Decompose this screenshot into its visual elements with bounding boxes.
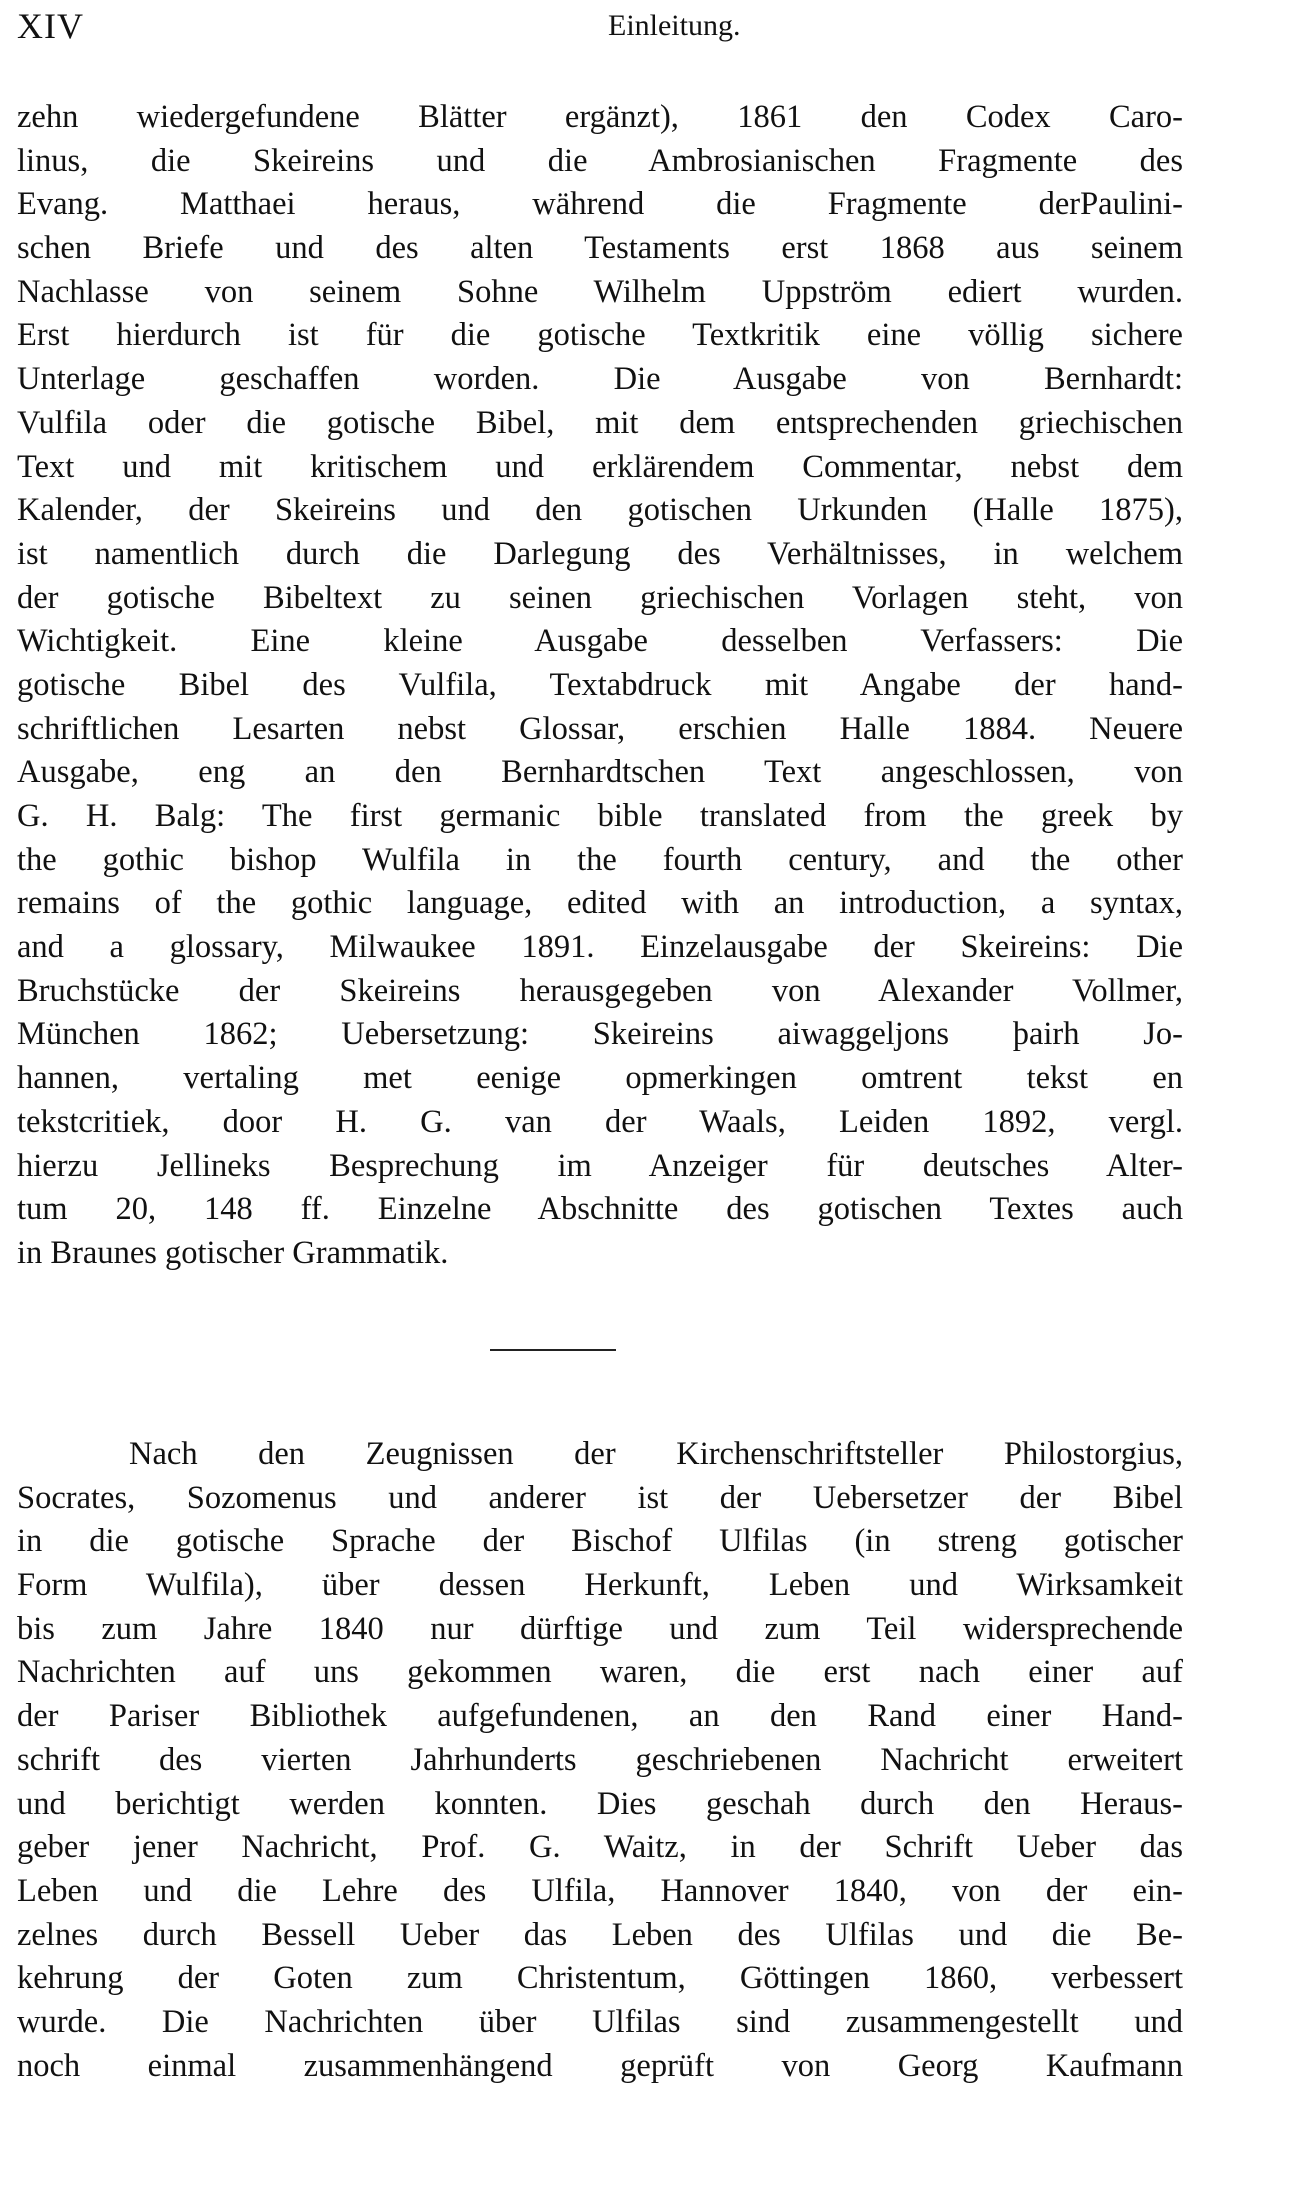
text-line: Kalender, der Skeireins und den gotischen Urkunden (Halle 1875),	[17, 492, 1183, 529]
text-line: Nachlasse von seinem Sohne Wilhelm Uppström ediert wurden.	[17, 273, 1183, 310]
text-line: schriftlichen Lesarten nebst Glossar, erschien Halle 1884. Neuere	[17, 710, 1183, 747]
text-line: noch einmal zusammenhängend geprüft von Georg Kaufmann	[17, 2047, 1183, 2084]
text-line: Text und mit kritischem und erklärendem Commentar, nebst dem	[17, 448, 1183, 485]
text-line: in Braunes gotischer Grammatik.	[17, 1234, 449, 1271]
text-line: hierzu Jellineks Besprechung im Anzeiger für deutsches Alter-	[17, 1147, 1183, 1184]
text-line: kehrung der Goten zum Christentum, Göttingen 1860, verbessert	[17, 1960, 1183, 1997]
text-line: Socrates, Sozomenus und anderer ist der Uebersetzer der Bibel	[17, 1479, 1183, 1516]
section-divider-rule	[490, 1349, 616, 1351]
text-line: tekstcritiek, door H. G. van der Waals, Leiden 1892, vergl.	[17, 1103, 1183, 1140]
text-line: in die gotische Sprache der Bischof Ulfilas (in streng gotischer	[17, 1523, 1183, 1560]
text-line: ist namentlich durch die Darlegung des Verhältnisses, in welchem	[17, 535, 1183, 572]
text-line: Nachrichten auf uns gekommen waren, die erst nach einer auf	[17, 1654, 1183, 1691]
text-line: remains of the gothic language, edited with an introduction, a syntax,	[17, 885, 1183, 922]
text-line: geber jener Nachricht, Prof. G. Waitz, in der Schrift Ueber das	[17, 1829, 1183, 1866]
text-line: Unterlage geschaffen worden. Die Ausgabe von Bernhardt:	[17, 361, 1183, 398]
text-line: Bruchstücke der Skeireins herausgegeben von Alexander Vollmer,	[17, 972, 1183, 1009]
text-line: Erst hierdurch ist für die gotische Textkritik eine völlig sichere	[17, 317, 1183, 354]
text-line: Nach den Zeugnissen der Kirchenschriftsteller Philostorgius,	[129, 1436, 1183, 1472]
text-line: der gotische Bibeltext zu seinen griechischen Vorlagen steht, von	[17, 579, 1183, 616]
text-line: and a glossary, Milwaukee 1891. Einzelausgabe der Skeireins: Die	[17, 929, 1183, 966]
text-line: the gothic bishop Wulfila in the fourth century, and the other	[17, 841, 1183, 878]
text-line: und berichtigt werden konnten. Dies geschah durch den Heraus-	[17, 1785, 1183, 1822]
text-line: zelnes durch Bessell Ueber das Leben des Ulfilas und die Be-	[17, 1916, 1183, 1953]
text-line: schen Briefe und des alten Testaments erst 1868 aus seinem	[17, 230, 1183, 267]
running-title: Einleitung.	[608, 9, 741, 42]
text-line: Ausgabe, eng an den Bernhardtschen Text angeschlossen, von	[17, 754, 1183, 791]
text-line: Wichtigkeit. Eine kleine Ausgabe desselben Verfassers: Die	[17, 623, 1183, 660]
text-line: tum 20, 148 ff. Einzelne Abschnitte des gotischen Textes auch	[17, 1191, 1183, 1228]
text-line: zehn wiedergefundene Blätter ergänzt), 1861 den Codex Caro-	[17, 99, 1183, 135]
text-line: gotische Bibel des Vulfila, Textabdruck mit Angabe der hand-	[17, 666, 1183, 703]
text-line: Leben und die Lehre des Ulfila, Hannover 1840, von der ein-	[17, 1872, 1183, 1909]
page-number: XIV	[17, 6, 84, 46]
paragraph-ulfilas	[17, 1433, 1183, 2088]
text-line: München 1862; Uebersetzung: Skeireins aiwaggeljons þairh Jo-	[17, 1016, 1183, 1053]
text-line: wurde. Die Nachrichten über Ulfilas sind zusammengestellt und	[17, 2003, 1183, 2040]
paragraph-bibliography	[17, 96, 1183, 1276]
text-line: Evang. Matthaei heraus, während die Fragmente derPaulini-	[17, 186, 1183, 223]
text-line: linus, die Skeireins und die Ambrosianischen Fragmente des	[17, 142, 1183, 179]
text-line: hannen, vertaling met eenige opmerkingen omtrent tekst en	[17, 1060, 1183, 1097]
text-line: Form Wulfila), über dessen Herkunft, Leben und Wirksamkeit	[17, 1567, 1183, 1604]
text-line: G. H. Balg: The first germanic bible translated from the greek by	[17, 798, 1183, 834]
text-line: der Pariser Bibliothek aufgefundenen, an den Rand einer Hand-	[17, 1698, 1183, 1735]
text-line: schrift des vierten Jahrhunderts geschriebenen Nachricht erweitert	[17, 1741, 1183, 1778]
text-line: bis zum Jahre 1840 nur dürftige und zum Teil widersprechende	[17, 1610, 1183, 1647]
text-line: Vulfila oder die gotische Bibel, mit dem entsprechenden griechischen	[17, 404, 1183, 441]
